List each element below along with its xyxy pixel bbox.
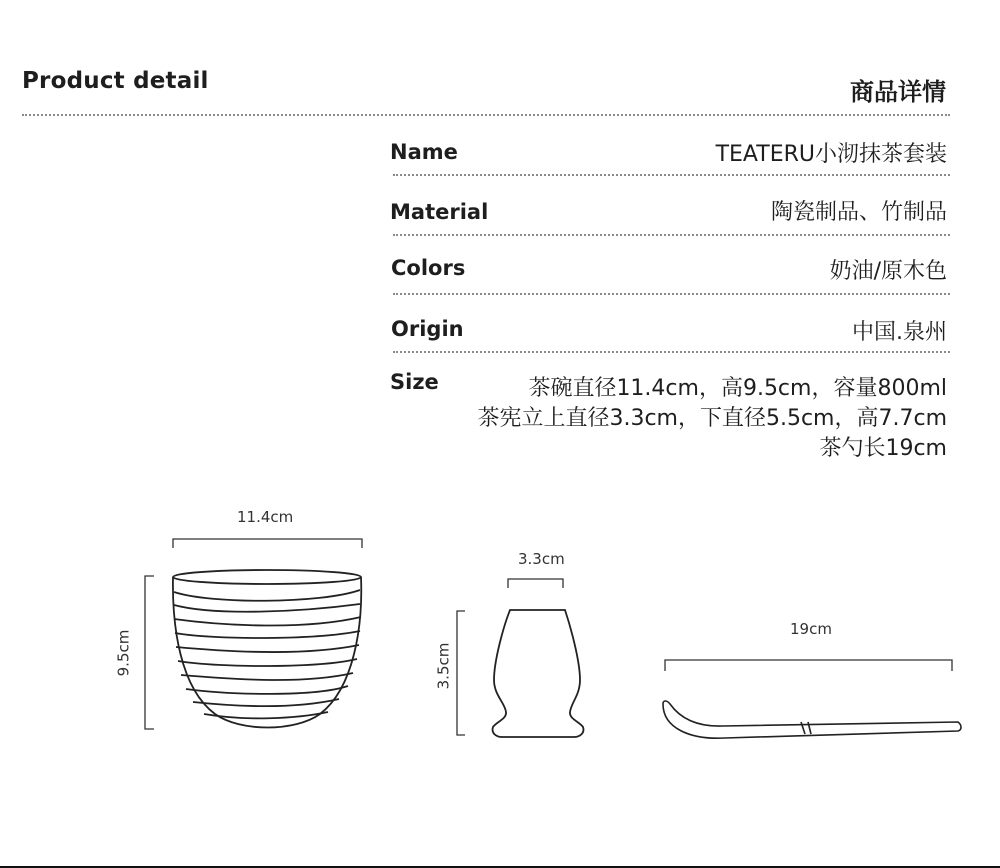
spec-value-origin: 中国.泉州 — [852, 320, 947, 345]
bowl-height-label: 9.5cm — [114, 629, 133, 677]
holder-height-label: 3.5cm — [434, 642, 453, 690]
spec-label-name: Name — [390, 140, 458, 164]
spec-value-colors: 奶油/原木色 — [829, 259, 947, 284]
size-line-bowl: 茶碗直径11.4cm，高9.5cm，容量800ml — [528, 376, 947, 401]
spoon-length-bracket — [665, 660, 952, 671]
bowl-width-label: 11.4cm — [237, 508, 294, 526]
spec-label-material: Material — [390, 200, 489, 224]
spec-label-origin: Origin — [391, 317, 464, 341]
matcha-bowl-drawing — [173, 570, 361, 728]
tea-spoon-drawing — [663, 701, 961, 738]
spec-label-colors: Colors — [391, 256, 466, 280]
whisk-holder-drawing — [493, 610, 584, 737]
holder-height-bracket — [457, 611, 465, 735]
bowl-width-bracket — [173, 539, 362, 548]
spec-value-material: 陶瓷制品、竹制品 — [770, 200, 947, 225]
spec-label-size: Size — [390, 370, 439, 394]
spoon-length-label: 19cm — [790, 620, 832, 638]
page-title-en: Product detail — [22, 68, 209, 94]
holder-width-label: 3.3cm — [518, 550, 565, 568]
bowl-height-bracket — [145, 576, 154, 729]
size-line-holder: 茶宪立上直径3.3cm，下直径5.5cm，高7.7cm — [477, 406, 947, 431]
holder-width-bracket — [508, 579, 563, 588]
size-line-spoon: 茶勺长19cm — [819, 436, 947, 461]
page-title-cn: 商品详情 — [850, 78, 946, 106]
spec-value-name: TEATERU小沏抹茶套装 — [715, 142, 947, 167]
